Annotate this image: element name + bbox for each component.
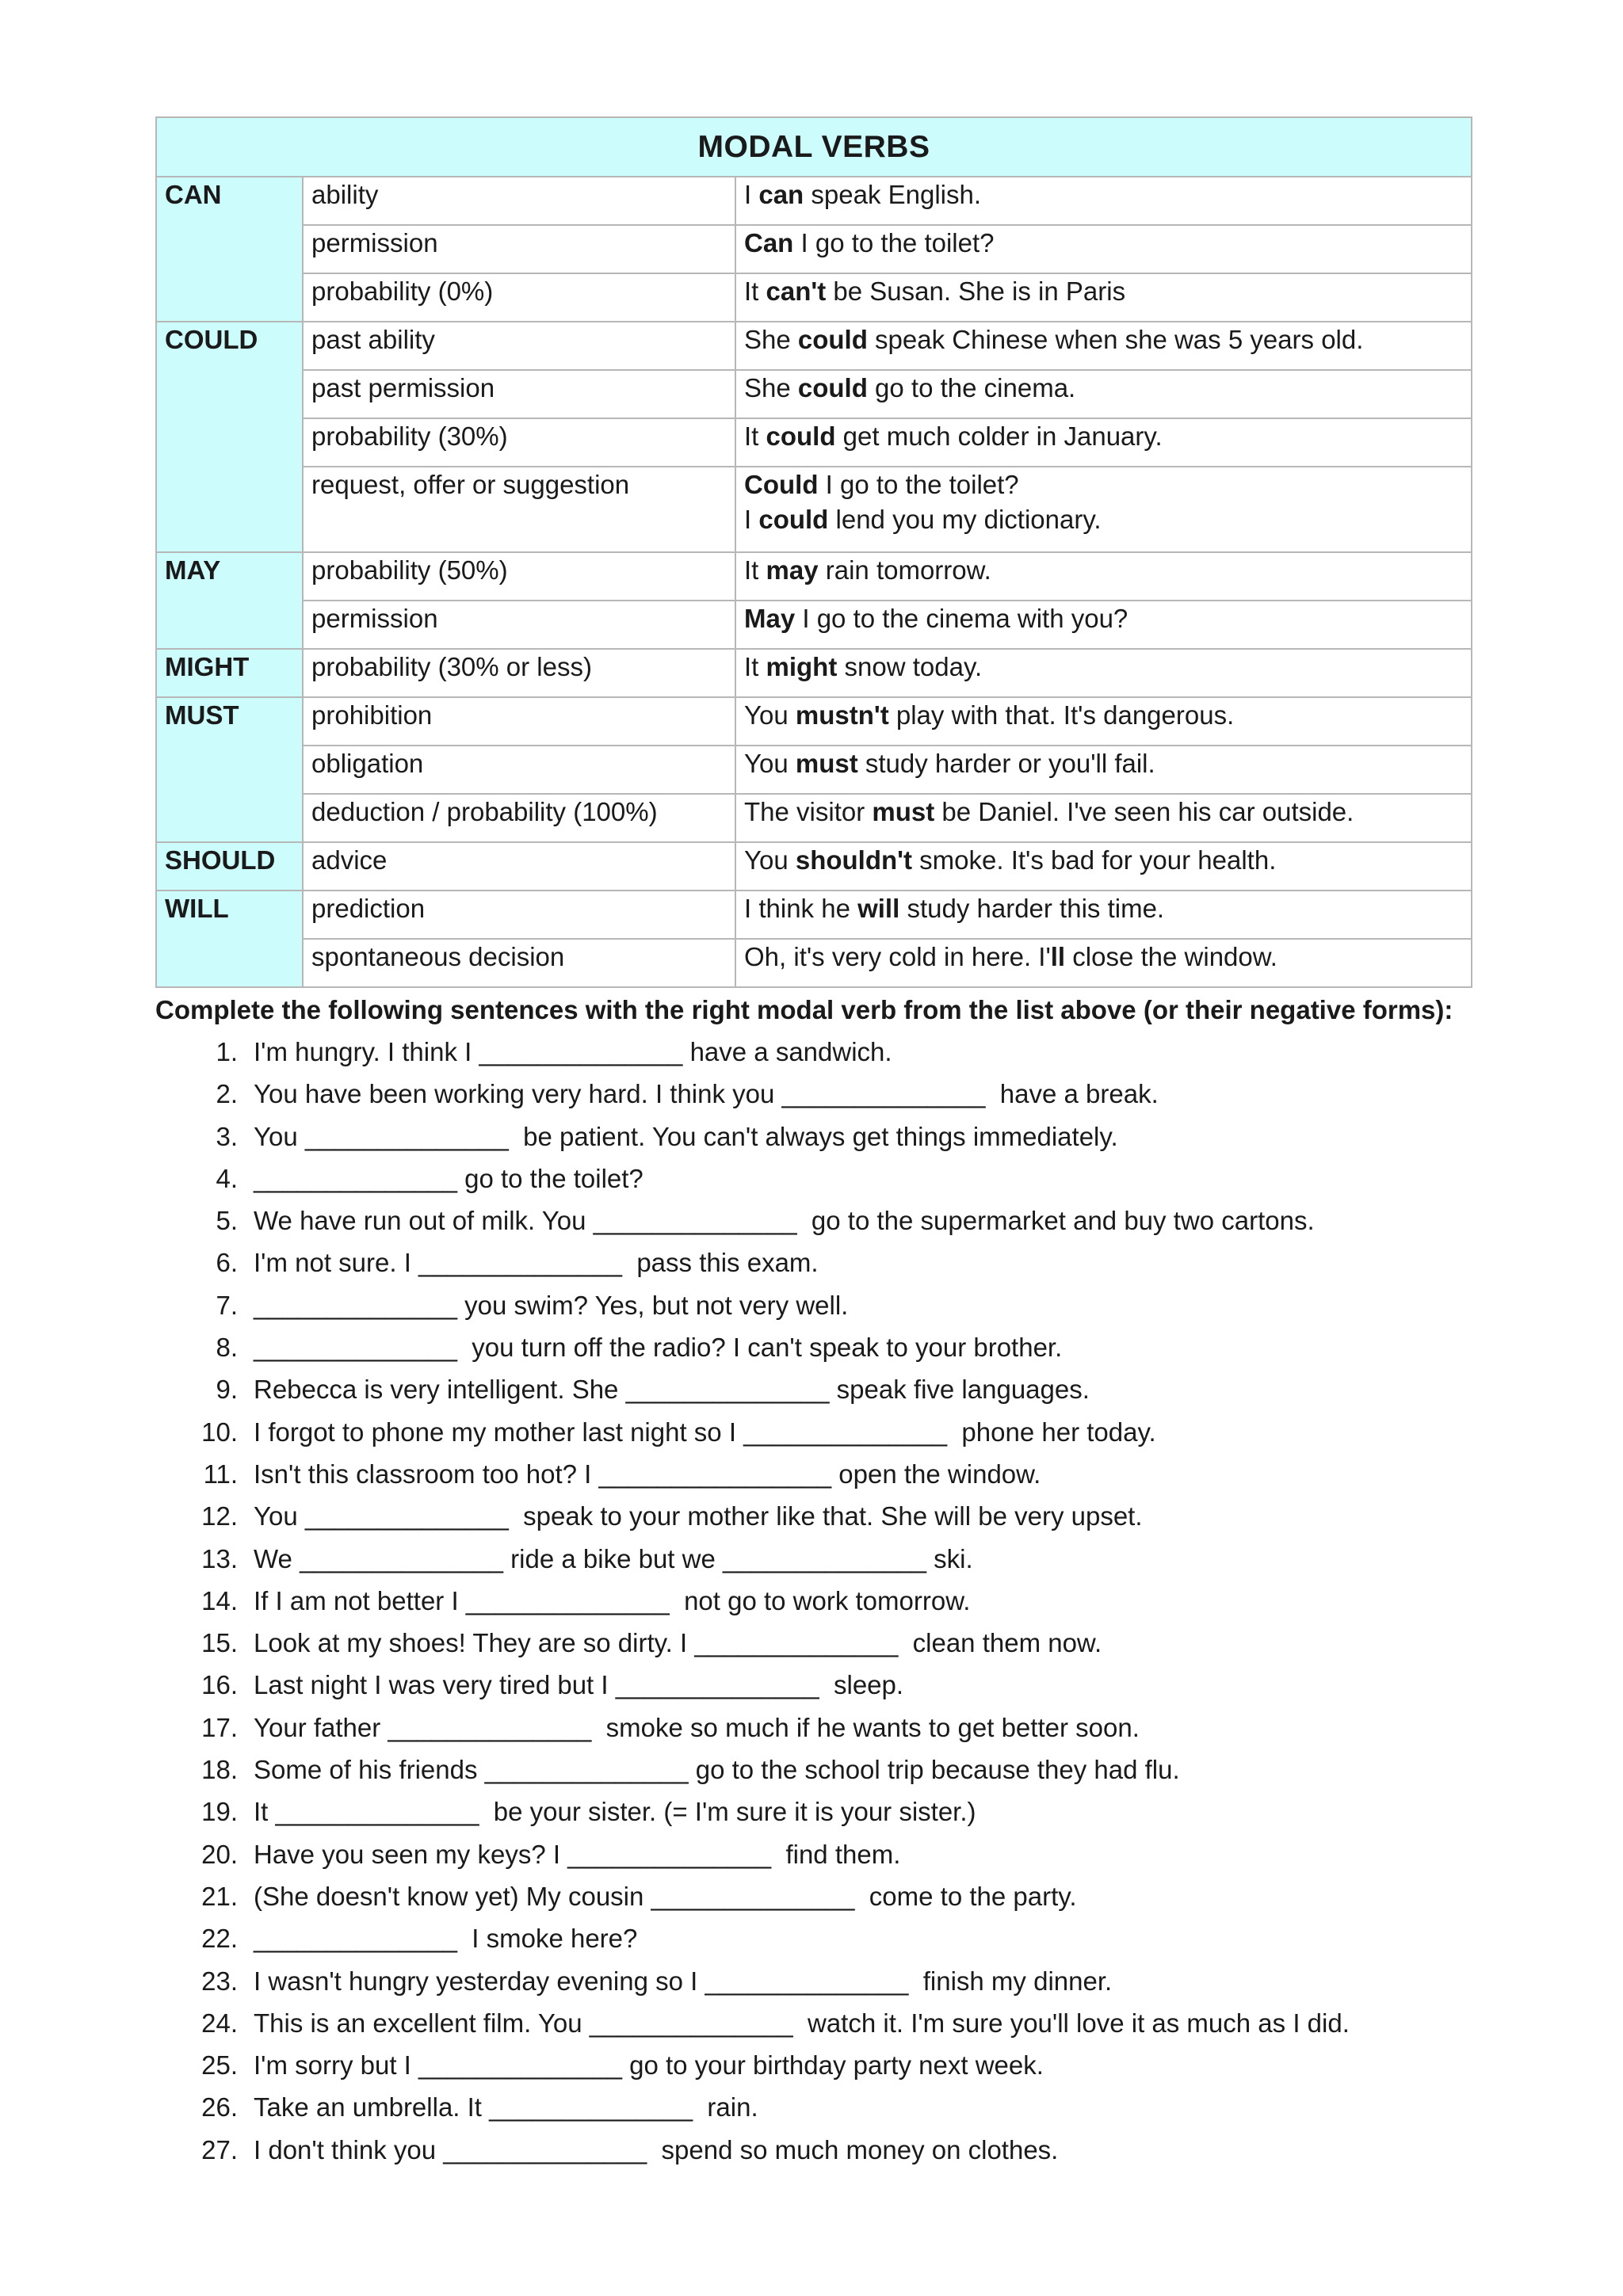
usage-cell: obligation — [303, 746, 735, 794]
exercise-item — [155, 1791, 1471, 1833]
example-cell — [735, 746, 1472, 794]
table-row — [156, 225, 1472, 273]
exercise-number: 26. — [201, 2092, 238, 2122]
exercise-sentence: I'm sorry but I ______________ go to your birthday party next week. — [254, 2050, 1044, 2081]
example-text: It — [744, 421, 766, 451]
exercise-number: 3. — [216, 1121, 238, 1151]
modal-keyword: May — [744, 604, 796, 633]
exercise-number: 16. — [201, 1670, 238, 1700]
modal-verb-cell: WILL — [156, 891, 303, 987]
exercise-number: 22. — [201, 1924, 238, 1954]
exercise-sentence: I wasn't hungry yesterday evening so I ______________ finish my dinner. — [254, 1966, 1113, 1996]
exercise-number: 10. — [201, 1417, 238, 1447]
table-row — [156, 794, 1472, 842]
exercise-number: 18. — [201, 1755, 238, 1785]
exercise-sentence: ______________ I smoke here? — [254, 1924, 638, 1954]
exercise-number: 2. — [216, 1079, 238, 1109]
modal-keyword: could — [758, 505, 829, 534]
exercise-item — [155, 1622, 1471, 1664]
exercise-item — [155, 2086, 1471, 2128]
exercise-list — [155, 1031, 1471, 2171]
table-row — [156, 697, 1472, 746]
table-body — [156, 177, 1472, 987]
example-cell — [735, 467, 1472, 552]
exercise-sentence: ______________ go to the toilet? — [254, 1163, 643, 1193]
example-cell — [735, 794, 1472, 842]
usage-cell: past permission — [303, 370, 735, 418]
exercise-sentence: I don't think you ______________ spend so much money on clothes. — [254, 2134, 1059, 2164]
table-row — [156, 601, 1472, 649]
usage-cell: prohibition — [303, 697, 735, 746]
exercise-sentence: ______________ you turn off the radio? I can't speak to your brother. — [254, 1333, 1063, 1363]
usage-cell: past ability — [303, 322, 735, 370]
example-cell — [735, 370, 1472, 418]
example-text: It — [744, 652, 766, 681]
modal-keyword: might — [766, 652, 838, 681]
exercise-item — [155, 1833, 1471, 1875]
usage-cell: ability — [303, 177, 735, 225]
example-text: I — [744, 180, 759, 209]
example-text: close the window. — [1065, 942, 1277, 971]
exercise-sentence: Take an umbrella. It ______________ rain. — [254, 2092, 758, 2122]
example-cell — [735, 697, 1472, 746]
exercise-item — [155, 1917, 1471, 1959]
exercise-sentence: Look at my shoes! They are so dirty. I ______________ clean them now. — [254, 1628, 1102, 1658]
exercise-item — [155, 1875, 1471, 1917]
exercise-item — [155, 1960, 1471, 2002]
example-text: You — [744, 749, 796, 778]
modal-verb-cell: MUST — [156, 697, 303, 842]
exercise-item — [155, 2044, 1471, 2086]
table-row — [156, 891, 1472, 939]
exercise-sentence: ______________ you swim? Yes, but not very well. — [254, 1290, 849, 1320]
usage-cell: deduction / probability (100%) — [303, 794, 735, 842]
example-text: I think he — [744, 894, 858, 923]
example-text: speak Chinese when she was 5 years old. — [867, 325, 1364, 354]
exercise-number: 15. — [201, 1628, 238, 1658]
table-row — [156, 939, 1472, 987]
exercise-item — [155, 1031, 1471, 1073]
exercise-number: 19. — [201, 1797, 238, 1827]
example-text: play with that. It's dangerous. — [888, 700, 1235, 730]
exercise-number: 20. — [201, 1839, 238, 1869]
modal-verb-cell: COULD — [156, 322, 303, 552]
exercise-sentence: Isn't this classroom too hot? I ________________ open the window. — [254, 1459, 1041, 1489]
exercise-item — [155, 1580, 1471, 1622]
exercise-number: 1. — [216, 1037, 238, 1066]
exercise-item — [155, 1158, 1471, 1199]
example-cell — [735, 649, 1472, 697]
exercise-item — [155, 1411, 1471, 1453]
example-cell — [735, 939, 1472, 987]
exercise-item — [155, 1749, 1471, 1791]
usage-cell: probability (50%) — [303, 552, 735, 601]
exercise-sentence: Last night I was very tired but I ______________ sleep. — [254, 1670, 904, 1700]
exercise-number: 12. — [201, 1501, 238, 1531]
exercise-sentence: (She doesn't know yet) My cousin ______________ come to the party. — [254, 1881, 1077, 1911]
exercise-sentence: I forgot to phone my mother last night so I ______________ phone her today. — [254, 1417, 1156, 1447]
usage-cell: probability (30% or less) — [303, 649, 735, 697]
exercise-sentence: This is an excellent film. You ______________ watch it. I'm sure you'll love it as much as I did. — [254, 2008, 1350, 2038]
modal-verbs-table — [155, 116, 1472, 988]
exercise-item — [155, 2129, 1471, 2171]
exercise-item — [155, 1664, 1471, 1706]
table-row — [156, 746, 1472, 794]
exercise-item — [155, 1707, 1471, 1749]
example-text: I — [744, 505, 759, 534]
modal-verb-cell: MAY — [156, 552, 303, 649]
exercise-number: 13. — [201, 1543, 238, 1573]
usage-cell: probability (30%) — [303, 418, 735, 467]
exercise-sentence: You have been working very hard. I think you ______________ have a break. — [254, 1079, 1159, 1109]
table-row — [156, 467, 1472, 552]
example-cell — [735, 322, 1472, 370]
modal-keyword: can — [758, 180, 804, 209]
example-cell — [735, 552, 1472, 601]
exercise-number: 6. — [216, 1248, 238, 1278]
table-row — [156, 418, 1472, 467]
example-text: rain tomorrow. — [818, 555, 991, 585]
modal-keyword: may — [766, 555, 819, 585]
exercise-number: 9. — [216, 1375, 238, 1405]
modal-verb-cell: MIGHT — [156, 649, 303, 697]
exercise-number: 4. — [216, 1163, 238, 1193]
modal-keyword: could — [797, 373, 868, 402]
exercise-sentence: We have run out of milk. You ______________ go to the supermarket and buy two cartons. — [254, 1206, 1315, 1236]
exercise-number: 24. — [201, 2008, 238, 2038]
exercise-item — [155, 1199, 1471, 1241]
exercise-number: 8. — [216, 1333, 238, 1363]
exercise-item — [155, 1073, 1471, 1115]
exercise-number: 7. — [216, 1290, 238, 1320]
example-text: It — [744, 277, 766, 306]
example-text: You — [744, 845, 796, 875]
example-cell — [735, 842, 1472, 891]
example-text: lend you my dictionary. — [828, 505, 1102, 534]
table-row — [156, 370, 1472, 418]
modal-keyword: will — [857, 894, 900, 923]
exercise-number: 11. — [203, 1459, 238, 1489]
example-cell — [735, 601, 1472, 649]
usage-cell: permission — [303, 601, 735, 649]
modal-keyword: ll — [1050, 942, 1066, 971]
exercise-sentence: Some of his friends ______________ go to the school trip because they had flu. — [254, 1755, 1180, 1785]
exercise-number: 21. — [201, 1881, 238, 1911]
exercise-item — [155, 1241, 1471, 1283]
exercise-number: 27. — [201, 2134, 238, 2164]
modal-keyword: could — [797, 325, 868, 354]
example-text: The visitor — [744, 797, 873, 826]
example-cell — [735, 177, 1472, 225]
exercise-number: 25. — [201, 2050, 238, 2081]
exercise-sentence: I'm not sure. I ______________ pass this exam. — [254, 1248, 819, 1278]
example-text: snow today. — [837, 652, 983, 681]
modal-keyword: mustn't — [795, 700, 889, 730]
exercise-number: 23. — [201, 1966, 238, 1996]
example-text: She — [744, 325, 798, 354]
worksheet-page — [155, 116, 1471, 2171]
exercise-item — [155, 1368, 1471, 1410]
usage-cell: probability (0%) — [303, 273, 735, 322]
modal-keyword: must — [795, 749, 858, 778]
example-text: smoke. It's bad for your health. — [912, 845, 1277, 875]
example-text: be Susan. She is in Paris — [826, 277, 1126, 306]
exercise-sentence: Your father ______________ smoke so much if he wants to get better soon. — [254, 1712, 1140, 1742]
exercise-item — [155, 1284, 1471, 1326]
example-text: be Daniel. I've seen his car outside. — [934, 797, 1354, 826]
usage-cell: spontaneous decision — [303, 939, 735, 987]
exercise-item — [155, 1326, 1471, 1368]
example-cell — [735, 273, 1472, 322]
exercise-item — [155, 1453, 1471, 1495]
table-row — [156, 273, 1472, 322]
example-text: go to the cinema. — [867, 373, 1076, 402]
exercise-item — [155, 1538, 1471, 1580]
example-cell — [735, 891, 1472, 939]
table-row — [156, 649, 1472, 697]
exercise-item — [155, 1495, 1471, 1537]
exercise-sentence: If I am not better I ______________ not go to work tomorrow. — [254, 1585, 971, 1615]
exercise-item — [155, 1116, 1471, 1158]
modal-verb-cell: CAN — [156, 177, 303, 322]
modal-keyword: can't — [766, 277, 827, 306]
example-text: study harder or you'll fail. — [857, 749, 1155, 778]
example-text: I go to the cinema with you? — [795, 604, 1128, 633]
modal-keyword: shouldn't — [795, 845, 913, 875]
example-text: Oh, it's very cold in here. I' — [744, 942, 1051, 971]
exercise-sentence: I'm hungry. I think I ______________ have a sandwich. — [254, 1037, 892, 1066]
exercise-number: 14. — [201, 1585, 238, 1615]
exercise-instructions: Complete the following sentences with the right modal verb from the list above (or their negative forms): — [155, 995, 1453, 1024]
modal-keyword: must — [872, 797, 935, 826]
exercise-sentence: We ______________ ride a bike but we ______________ ski. — [254, 1543, 973, 1573]
exercise-number: 5. — [216, 1206, 238, 1236]
exercise-sentence: Have you seen my keys? I ______________ find them. — [254, 1839, 901, 1869]
table-row — [156, 322, 1472, 370]
example-text: She — [744, 373, 798, 402]
example-cell — [735, 418, 1472, 467]
exercise-sentence: You ______________ be patient. You can't always get things immediately. — [254, 1121, 1118, 1151]
example-cell — [735, 225, 1472, 273]
usage-cell: permission — [303, 225, 735, 273]
exercise-sentence: Rebecca is very intelligent. She ______________ speak five languages. — [254, 1375, 1090, 1405]
example-text: I go to the toilet? — [793, 228, 995, 257]
example-text: I go to the toilet? — [818, 470, 1019, 499]
exercise-sentence: It ______________ be your sister. (= I'm sure it is your sister.) — [254, 1797, 976, 1827]
table-title: MODAL VERBS — [156, 117, 1472, 177]
example-text: You — [744, 700, 796, 730]
usage-cell: request, offer or suggestion — [303, 467, 735, 552]
modal-keyword: could — [766, 421, 836, 451]
table-row — [156, 842, 1472, 891]
exercise-item — [155, 2002, 1471, 2044]
table-row — [156, 552, 1472, 601]
modal-keyword: Could — [744, 470, 819, 499]
modal-keyword: Can — [744, 228, 794, 257]
example-text: It — [744, 555, 766, 585]
modal-verb-cell: SHOULD — [156, 842, 303, 891]
usage-cell: prediction — [303, 891, 735, 939]
usage-cell: advice — [303, 842, 735, 891]
exercise-sentence: You ______________ speak to your mother like that. She will be very upset. — [254, 1501, 1143, 1531]
table-row — [156, 177, 1472, 225]
example-text: study harder this time. — [899, 894, 1165, 923]
exercise-number: 17. — [201, 1712, 238, 1742]
example-text: get much colder in January. — [835, 421, 1163, 451]
example-text: speak English. — [804, 180, 982, 209]
